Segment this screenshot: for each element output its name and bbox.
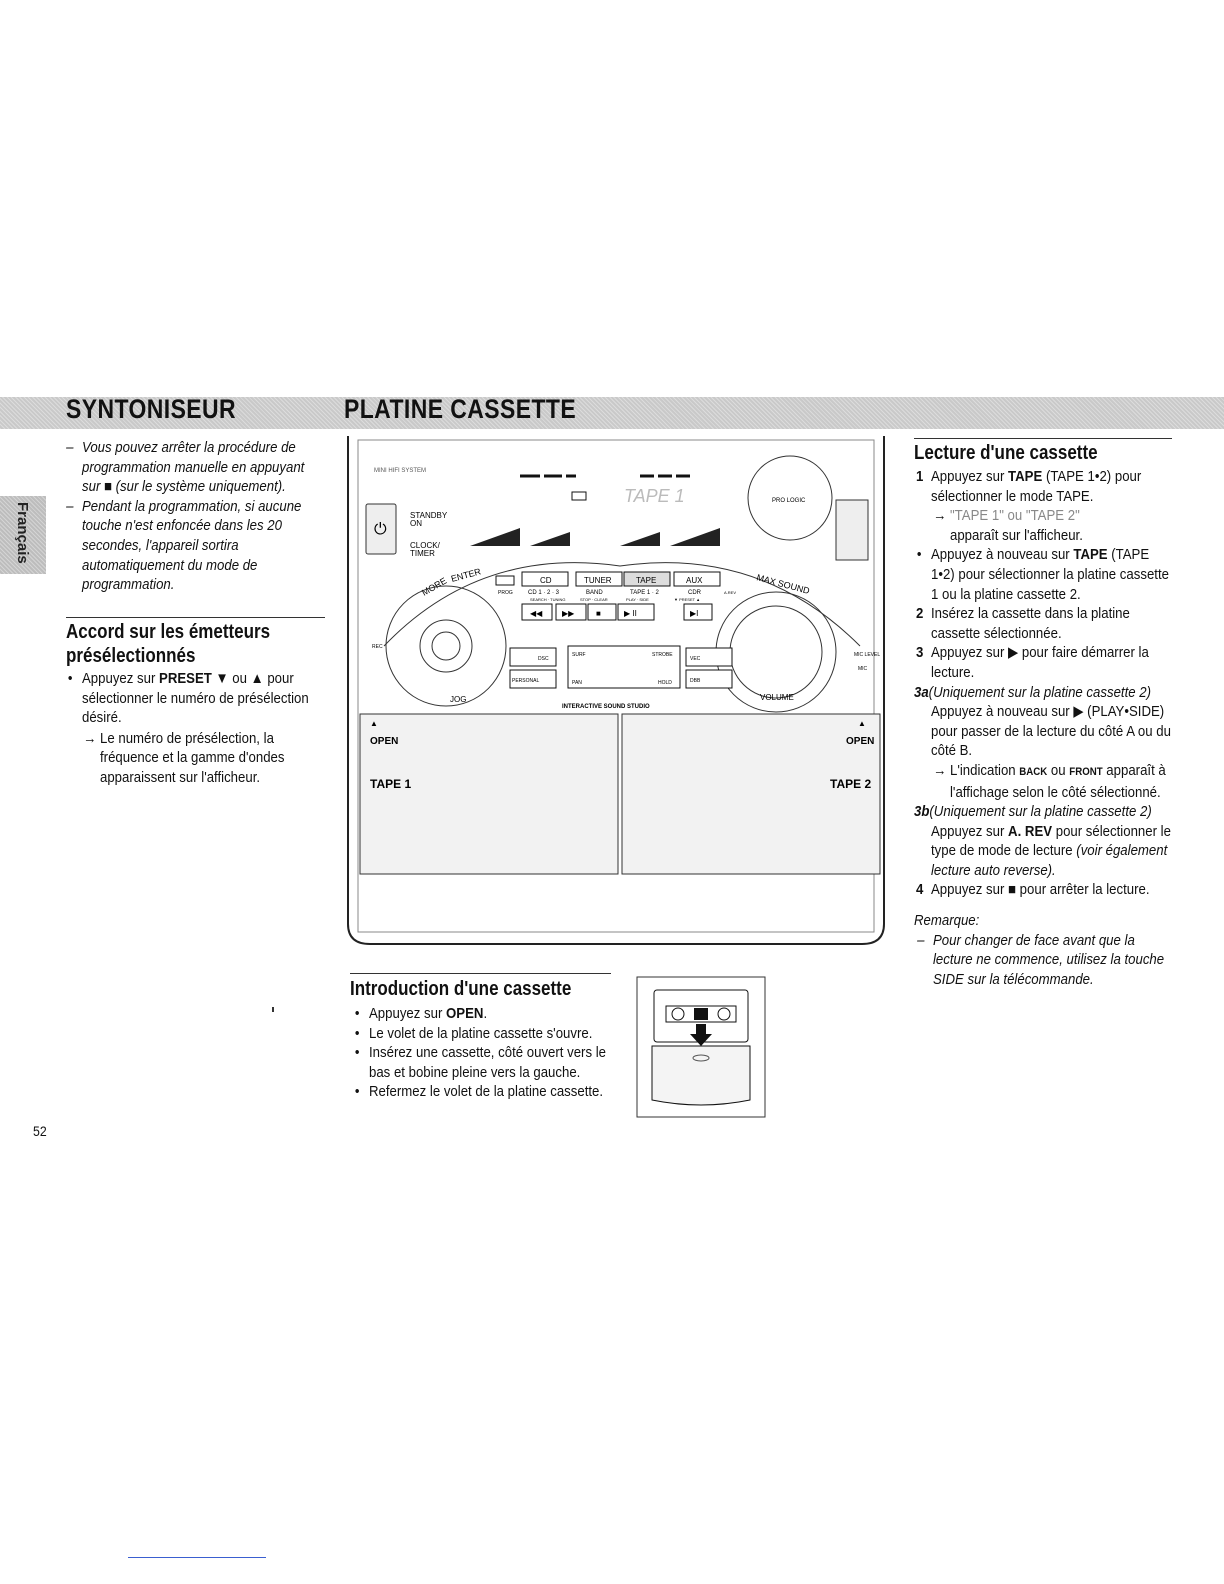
- intro-bullet: • Refermez le volet de la platine cassette.: [354, 1083, 604, 1101]
- personal-label: PERSONAL: [512, 678, 540, 684]
- step-3: 3 Appuyez sur ▶ pour faire démarrer la lecture.: [916, 644, 1149, 681]
- power-icon: ⏻: [374, 521, 387, 538]
- aux-source-label: AUX: [686, 576, 703, 585]
- remark-text: – Pour changer de face avant que la lecture ne commence, utilisez la touche SIDE sur la télécommande.: [917, 931, 1165, 988]
- stop-label: STOP · CLEAR: [580, 597, 608, 602]
- mic-label: MIC: [858, 666, 868, 672]
- prog-button: [496, 576, 514, 585]
- mic-level-label: MIC LEVEL: [854, 652, 881, 658]
- tape-deck-1: [360, 714, 618, 874]
- section-title-platine-cassette: PLATINE CASSETTE: [344, 394, 577, 424]
- cassette-insert-illustration: [636, 976, 766, 1118]
- language-tab-label: Français: [14, 502, 31, 564]
- preset-bullet: • Appuyez sur PRESET ▼ ou ▲ pour sélectionner le numéro de présélection désiré.: [67, 670, 309, 727]
- jog-dial: [386, 586, 506, 706]
- preset-heading-1: Accord sur les émetteurs: [66, 621, 271, 643]
- preset-section: [66, 620, 366, 668]
- intro-rule: [350, 973, 611, 974]
- step-4: 4 Appuyez sur ■ pour arrêter la lecture.: [916, 881, 1150, 899]
- lecture-body: [914, 467, 1207, 989]
- prog-label: PROG: [498, 590, 513, 596]
- open-left-label: OPEN: [370, 736, 399, 747]
- section-rule: [66, 617, 325, 618]
- interactive-sound-label: INTERACTIVE SOUND STUDIO: [562, 704, 650, 710]
- clock-label: CLOCK/: [410, 541, 440, 550]
- transport-buttons: [522, 604, 712, 620]
- standby-label: STANDBY: [410, 511, 448, 520]
- left-column: [66, 438, 352, 595]
- timer-label: TIMER: [410, 549, 435, 558]
- step-2: 2 Insérez la cassette dans la platine cassette sélectionnée.: [916, 605, 1130, 642]
- lecture-heading: Lecture d'une cassette: [914, 442, 1098, 464]
- cd-source-label: CD: [540, 576, 552, 585]
- right-side-module: [836, 500, 868, 560]
- stray-mark: [272, 1007, 274, 1012]
- lecture-rule: [914, 438, 1172, 439]
- volume-label: VOLUME: [760, 693, 794, 702]
- svg-text:■: ■: [596, 609, 601, 618]
- preset-heading-2: présélectionnés: [66, 645, 196, 667]
- remark-label: Remarque:: [914, 912, 980, 930]
- svg-text:▶▶: ▶▶: [562, 609, 575, 618]
- enter-label: ENTER: [449, 566, 482, 584]
- band-label: BAND: [586, 590, 603, 596]
- arev-label: A.REV: [724, 590, 737, 595]
- svg-text:▶I: ▶I: [690, 609, 699, 618]
- rec-label: REC: [372, 644, 383, 650]
- hold-label: HOLD: [658, 680, 672, 686]
- hifi-system-illustration: [340, 436, 896, 950]
- page-number: 52: [33, 1123, 47, 1139]
- cdr-label: CDR: [688, 590, 701, 596]
- play-label: PLAY · SIDE: [626, 597, 649, 602]
- source-buttons: [522, 572, 736, 602]
- preset-label: ▼ PRESET ▲: [674, 597, 701, 602]
- tuner-source-label: TUNER: [584, 576, 612, 585]
- strobe-label: STROBE: [652, 652, 673, 658]
- more-label: MORE: [420, 575, 449, 598]
- surf-label: SURF: [572, 652, 586, 658]
- pan-label: PAN: [572, 680, 582, 686]
- preset-body: [67, 669, 362, 788]
- dbb-label: DBB: [690, 678, 701, 684]
- intro-heading: Introduction d'une cassette: [350, 978, 572, 1000]
- tape2-label: TAPE 2: [830, 777, 872, 791]
- svg-text:▲: ▲: [858, 719, 866, 728]
- cd123-label: CD 1 · 2 · 3: [528, 590, 560, 596]
- search-label: SEARCH · TUNING: [530, 597, 566, 602]
- intro-bullet: • Insérez une cassette, côté ouvert vers le bas et bobine pleine vers la gauche.: [354, 1044, 606, 1081]
- dsc-label: DSC: [538, 656, 549, 662]
- front-display: [470, 476, 720, 546]
- sound-buttons: [510, 646, 732, 688]
- svg-text:◀◀: ◀◀: [530, 609, 543, 618]
- language-tab: [0, 496, 46, 574]
- tape1-label: TAPE 1: [370, 777, 412, 791]
- max-sound-label: MAX SOUND: [755, 572, 811, 597]
- svg-text:▶ II: ▶ II: [624, 609, 637, 618]
- tape12-label: TAPE 1 · 2: [630, 590, 659, 596]
- step-1: 1 Appuyez sur TAPE (TAPE 1•2) pour sélectionner le mode TAPE.: [916, 468, 1142, 505]
- vec-label: VEC: [690, 656, 701, 662]
- step-3b-title: 3b(Uniquement sur la platine cassette 2): [914, 803, 1152, 821]
- step-1-arrow: → "TAPE 1" ou "TAPE 2": [933, 507, 1080, 525]
- footer-underline: [128, 1557, 266, 1558]
- open-right-label: OPEN: [846, 736, 875, 747]
- intro-bullet: • Le volet de la platine cassette s'ouvre.: [354, 1024, 593, 1042]
- pro-logic-label: PRO LOGIC: [772, 498, 806, 504]
- preset-arrow-note: → Le numéro de présélection, la fréquence et la gamme d'ondes apparaissent sur l'afficheur.: [83, 729, 285, 786]
- section-title-syntoniseur: SYNTONISEUR: [66, 394, 237, 424]
- tape-source-label: TAPE: [636, 576, 657, 585]
- jog-label: JOG: [450, 695, 467, 704]
- step-3a-title: 3a(Uniquement sur la platine cassette 2): [914, 683, 1152, 701]
- intro-bullet: • Appuyez sur OPEN.: [354, 1005, 488, 1022]
- svg-text:▲: ▲: [370, 719, 378, 728]
- on-label: ON: [410, 519, 422, 528]
- step-3a-text: Appuyez à nouveau sur ▶ (PLAY•SIDE) pour passer de la lecture du côté A ou du côté B.: [931, 703, 1171, 760]
- mini-hifi-label: MINI HIFI SYSTEM: [374, 468, 427, 474]
- tape-bullet: • Appuyez à nouveau sur TAPE (TAPE 1•2) pour sélectionner la platine cassette 1 ou la platine cassette 2.: [916, 546, 1169, 603]
- step-3a-arrow: → L'indication BACK ou FRONT apparaît à l'affichage selon le côté sélectionné.: [933, 761, 1166, 801]
- display-text: TAPE 1: [624, 486, 685, 506]
- step-1-arrow-text: apparaît sur l'afficheur.: [950, 526, 1083, 544]
- note-item: – Vous pouvez arrêter la procédure de programmation manuelle en appuyant sur ■ (sur le système uniquement).: [66, 439, 305, 496]
- step-3b-text: Appuyez sur A. REV pour sélectionner le type de mode de lecture (voir également lecture auto reverse).: [931, 822, 1171, 879]
- note-item: – Pendant la programmation, si aucune touche n'est enfoncée dans les 20 secondes, l'appareil sortira automatiquement du mode de programmation.: [66, 497, 302, 594]
- intro-body: [354, 1004, 649, 1102]
- tape-deck-2: [622, 714, 880, 874]
